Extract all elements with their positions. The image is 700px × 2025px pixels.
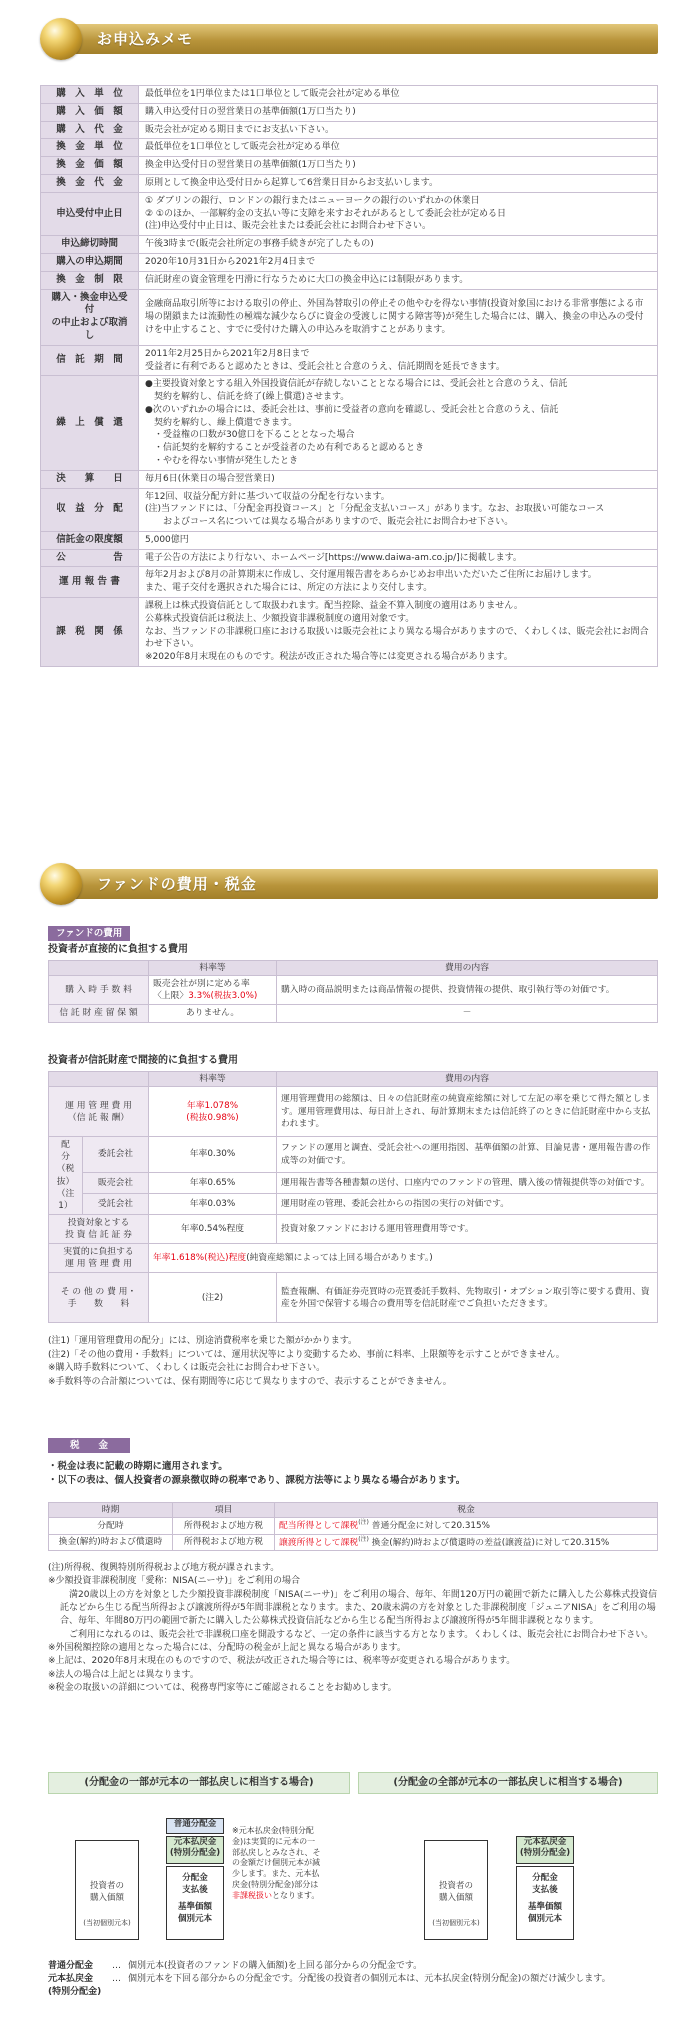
memo-value: 購入申込受付日の翌営業日の基準価額(1万口当たり) xyxy=(139,103,658,121)
memo-value: 年12回、収益分配方針に基づいて収益の分配を行ないます。 (注)当ファンドには、「分配金再投資コース」と「分配金支払いコース」があります。なお、お取扱い可能なコース およびコース名については異なる場合がありますので、販売会社にお問合わせ下さい。 xyxy=(139,488,658,531)
memo-value: 5,000億円 xyxy=(139,531,658,549)
fee-notes: (注1)「運用管理費用の配分」には、別途消費税率を乗じた額がかかります。 (注2)「その他の費用・手数料」については、運用状況等により変動するため、事前に料率、上限額等を示すことができません。 ※購入時手数料について、くわしくは販売会社にお問合わせ下さい。 ※手数料等の合計額については、保有期間等に応じて異なりますので、表示することができません。 xyxy=(48,1336,565,1387)
memo-label: 購入の申込期間 xyxy=(41,253,139,271)
tax-table: 時期 項目 税金 分配時 所得税および地方税 配当所得として課税$^{(注)}$ 普通分配金に対して20.315% 換金(解約)時および償還時 所得税および地方税 譲渡所得として課税$^{(注)}$ 換金(解約)時および償還時の差益(譲渡益)に対して20.315% xyxy=(48,1502,658,1551)
memo-label: 換 金 単 位 xyxy=(41,139,139,157)
memo-label: 収 益 分 配 xyxy=(41,488,139,531)
table-row xyxy=(41,175,658,193)
table-row: 信 託 財 産 留 保 額 ありません。 － xyxy=(49,1005,658,1022)
memo-value: 換金申込受付日の翌営業日の基準価額(1万口当たり) xyxy=(139,157,658,175)
table-row xyxy=(41,157,658,175)
table-row: 販売会社 年率0.65% 運用報告書等各種書類の送付、口座内でのファンドの管理、購入後の情報提供等の対価です。 xyxy=(49,1172,658,1193)
table-row xyxy=(41,470,658,488)
memo-label: 購 入 価 額 xyxy=(41,103,139,121)
memo-value: 電子公告の方法により行ない、ホームページ[https://www.daiwa-am.co.jp/]に掲載します。 xyxy=(139,549,658,567)
diagram-note: ※元本払戻金(特別分配金)は実質的に元本の一部払戻しとみなされ、その金額だけ個別元本が減少します。また、元本払戻金(特別分配金)部分は非課税扱いとなります。 xyxy=(232,1826,321,1900)
memo-value: 午後3時まで(販売会社所定の事務手続きが完了したもの) xyxy=(139,236,658,254)
table-row xyxy=(41,253,658,271)
table-row xyxy=(41,236,658,254)
table-row xyxy=(41,121,658,139)
table-row xyxy=(41,531,658,549)
memo-value: 販売会社が定める期日までにお支払い下さい。 xyxy=(139,121,658,139)
memo-label: 決 算 日 xyxy=(41,470,139,488)
table-row xyxy=(41,549,658,567)
memo-value: 2020年10月31日から2021年2月4日まで xyxy=(139,253,658,271)
memo-label: 公 告 xyxy=(41,549,139,567)
table-row xyxy=(41,139,658,157)
table-row xyxy=(41,598,658,667)
table-row: 購 入 時 手 数 料 販売会社が別に定める率 〈上限〉3.3%(税抜3.0%) 購入時の商品説明または商品情報の提供、投資情報の提供、取引執行等の対価です。 xyxy=(49,976,658,1005)
globe-icon xyxy=(40,863,82,905)
direct-fee-table: 料率等 費用の内容 購 入 時 手 数 料 販売会社が別に定める率 〈上限〉3.3%(税抜3.0%) 購入時の商品説明または商品情報の提供、投資情報の提供、取引執行等の対価です。 信 託 財 産 留 保 額 ありません。 － xyxy=(48,960,658,1023)
memo-value: 毎月6日(休業日の場合翌営業日) xyxy=(139,470,658,488)
memo-value: 毎年2月および8月の計算期末に作成し、交付運用報告書をあらかじめお申出いただいたご住所にお届けします。 また、電子交付を選択された場合には、所定の方法により交付します。 xyxy=(139,567,658,598)
fee-section-header xyxy=(40,863,658,901)
memo-label: 購入・換金申込受付 の中止および取消し xyxy=(41,289,139,345)
table-row xyxy=(41,488,658,531)
memo-value: 金融商品取引所等における取引の停止、外国為替取引の停止その他やむを得ない事情(投資対象国における非常事態による市場の閉鎖または流動性の極端な減少ならびに資金の受渡しに関する障害等)が発生した場合には、購入、換金の申込みの受付けを中止すること、すでに受付けた購入の申込みを取消すことがあります。 xyxy=(139,289,658,345)
memo-value: 課税上は株式投資信託として取扱われます。配当控除、益金不算入制度の適用はありません。 公募株式投資信託は税法上、少額投資非課税制度の適用対象です。 なお、当ファンドの非課税口座における取扱いは販売会社により異なる場合がありますので、くわしくは、販売会社にお問合わせ下さい。 ※2020年8月末現在のものです。税法が改正された場合等には変更される場合があります。 xyxy=(139,598,658,667)
table-row xyxy=(41,103,658,121)
fee-tag: ファンドの費用 xyxy=(48,926,130,941)
memo-value: 最低単位を1円単位または1口単位として販売会社が定める単位 xyxy=(139,86,658,104)
table-row xyxy=(41,271,658,289)
globe-icon xyxy=(40,18,82,60)
tax-bullets: ・税金は表に記載の時期に適用されます。 ・以下の表は、個人投資者の源泉徴収時の税率であり、課税方法等により異なる場合があります。 xyxy=(48,1461,466,1487)
tax-tag: 税 金 xyxy=(48,1438,130,1453)
table-row: 投資対象とする 投 資 信 託 証 券 年率0.54%程度 投資対象ファンドにおける運用管理費用等です。 xyxy=(49,1214,658,1243)
memo-table xyxy=(40,85,658,667)
indirect-fee-table: 料率等 費用の内容 運 用 管 理 費 用 （信 託 報 酬） 年率1.078% (税抜0.98%) 運用管理費用の総額は、日々の信託財産の純資産総額に対して左記の率を乗じて得た額とします。運用管理費用は、毎日計上され、毎計算期末または信託終了のときに信託財産中から支払われます。 配 分 （税 抜） （注 1） 委託会社 年率0.30% ファンドの運用と調査、受託会社への運用指図、基準価額の計算、目論見書・運用報告書の作成等の対価です。 販売会社 年率0.65% 運用報告書等各種書類の送付、口座内でのファンドの管理、購入後の情報提供等の対価です。 受託会社 年率0.03% 運用財産の管理、委託会社からの指図の実行の対価です。 投資対象とする 投 資 信 託 証 券 年率0.54%程度 投資対象ファンドにおける運用管理費用等です。 実質的に負担する 運 用 管 理 費 用 年率1.618%(税込)程度(純資産総額によっては上回る場合があります。) そ の 他 の 費 用・ 手 数 料 (注2) 監査報酬、有価証券売買時の売買委託手数料、先物取引・オプション取引等に要する費用、資産を外国で保管する場合の費用等を信託財産でご負担いただきます。 xyxy=(48,1071,658,1323)
table-row xyxy=(41,376,658,470)
table-row: 分配時 所得税および地方税 配当所得として課税$^{(注)}$ 普通分配金に対して20.315% xyxy=(49,1518,658,1534)
memo-value: 最低単位を1口単位として販売会社が定める単位 xyxy=(139,139,658,157)
after-dist-box: 分配金 支払後 基準価額 個別元本 xyxy=(166,1866,224,1940)
tax-notes: (注)所得税、復興特別所得税および地方税が課されます。 ※少額投資非課税制度「愛称：NISA(ニーサ)」をご利用の場合 満20歳以上の方を対象とした少額投資非課税制度「NISA(ニーサ)」をご利用の場合、毎年、年間120万円の範囲で新たに購入した公募株式投資信託などから生じる配当所得および譲渡所得が5年間非課税となります。また、20歳未満の方を対象とした非課税制度「ジュニアNISA」をご利用の場合、毎年、年間80万円の範囲で新たに購入した公募株式投資信託などから生じる配当所得および譲渡所得が5年間非課税となります。 ご利用になれるのは、販売会社で非課税口座を開設するなど、一定の条件に該当する方となります。くわしくは、販売会社にお問合わせ下さい。 ※外国税額控除の適用となった場合には、分配時の税金が上記と異なる場合があります。 ※上記は、2020年8月末現在のものですので、税法が改正された場合等には、税率等が変更される場合があります。 ※法人の場合は上記とは異なります。 ※税金の取扱いの詳細については、税務専門家等にご確認されることをお勧めします。 xyxy=(48,1563,658,1693)
memo-value: ●主要投資対象とする組入外国投資信託が存続しないこととなる場合には、受託会社と合意のうえ、信託 契約を解約し、信託を終了(繰上償還)させます。 ●次のいずれかの場合には、委託会社は、事前に受益者の意向を確認し、受託会社と合意のうえ、信託 契約を解約し、繰上償還できます。 ・受益権の口数が30億口を下ることとなった場合 ・信託契約を解約することが受益者のため有利であると認めるとき ・やむを得ない事情が発生したとき xyxy=(139,376,658,470)
direct-caption: 投資者が直接的に負担する費用 xyxy=(48,944,188,955)
table-row: 換金(解約)時および償還時 所得税および地方税 譲渡所得として課税$^{(注)}$ 換金(解約)時および償還時の差益(譲渡益)に対して20.315% xyxy=(49,1534,658,1550)
memo-label: 換 金 価 額 xyxy=(41,157,139,175)
memo-value: 信託財産の資金管理を円滑に行なうために大口の換金申込には制限があります。 xyxy=(139,271,658,289)
diagram-left-title: (分配金の一部が元本の一部払戻しに相当する場合) xyxy=(48,1772,350,1794)
indirect-caption: 投資者が信託財産で間接的に負担する費用 xyxy=(48,1055,238,1066)
table-row: 実質的に負担する 運 用 管 理 費 用 年率1.618%(税込)程度(純資産総額によっては上回る場合があります。) xyxy=(49,1244,658,1273)
principal-refund-box: 元本払戻金 (特別分配金) xyxy=(166,1836,224,1864)
principal-refund-box-right: 元本払戻金 (特別分配金) xyxy=(516,1836,574,1864)
memo-label: 運 用 報 告 書 xyxy=(41,567,139,598)
memo-section-title: お申込みメモ xyxy=(97,30,194,48)
memo-label: 購 入 代 金 xyxy=(41,121,139,139)
memo-value: ① ダブリンの銀行、ロンドンの銀行またはニューヨークの銀行のいずれかの休業日 ② ①のほか、一部解約金の支払い等に支障を来すおそれがあるとして委託会社が定める日 (注)申込受付中止日は、販売会社または委託会社にお問合わせ下さい。 xyxy=(139,192,658,235)
diagram-right-title: (分配金の全部が元本の一部払戻しに相当する場合) xyxy=(358,1772,658,1794)
after-dist-box-right: 分配金 支払後 基準価額 個別元本 xyxy=(516,1866,574,1940)
memo-label: 課 税 関 係 xyxy=(41,598,139,667)
memo-section-header xyxy=(40,18,658,56)
table-row xyxy=(41,86,658,104)
normal-dist-box: 普通分配金 xyxy=(166,1818,224,1834)
fee-section-title: ファンドの費用・税金 xyxy=(97,875,257,893)
memo-label: 購 入 単 位 xyxy=(41,86,139,104)
table-row: 配 分 （税 抜） （注 1） 委託会社 年率0.30% ファンドの運用と調査、受託会社への運用指図、基準価額の計算、目論見書・運用報告書の作成等の対価です。 xyxy=(49,1137,658,1173)
table-row xyxy=(41,289,658,345)
table-row: 運 用 管 理 費 用 （信 託 報 酬） 年率1.078% (税抜0.98%) 運用管理費用の総額は、日々の信託財産の純資産総額に対して左記の率を乗じて得た額とします。運用管理費用は、毎日計上され、毎計算期末または信託終了のときに信託財産中から支払われます。 xyxy=(49,1087,658,1137)
table-row xyxy=(41,567,658,598)
investor-price-box-right: 投資者の 購入価額 (当初個別元本) xyxy=(424,1840,488,1940)
memo-label: 換 金 制 限 xyxy=(41,271,139,289)
memo-value: 原則として換金申込受付日から起算して6営業日目からお支払いします。 xyxy=(139,175,658,193)
memo-label: 信 託 期 間 xyxy=(41,345,139,376)
table-row xyxy=(41,192,658,235)
memo-label: 繰 上 償 還 xyxy=(41,376,139,470)
table-row: 受託会社 年率0.03% 運用財産の管理、委託会社からの指図の実行の対価です。 xyxy=(49,1193,658,1214)
investor-price-box: 投資者の 購入価額 (当初個別元本) xyxy=(75,1840,139,1940)
table-row: そ の 他 の 費 用・ 手 数 料 (注2) 監査報酬、有価証券売買時の売買委託手数料、先物取引・オプション取引等に要する費用、資産を外国で保管する場合の費用等を信託財産でご負担いただきます。 xyxy=(49,1273,658,1323)
memo-label: 申込受付中止日 xyxy=(41,192,139,235)
memo-value: 2011年2月25日から2021年2月8日まで 受益者に有利であると認めたときは、受託会社と合意のうえ、信託期間を延長できます。 xyxy=(139,345,658,376)
memo-label: 申込締切時間 xyxy=(41,236,139,254)
diagram-legend: 普通分配金 … 個別元本(投資者のファンドの購入価額)を上回る部分からの分配金です。 元本払戻金 (特別分配金) … 個別元本を下回る部分からの分配金です。分配後の投資者の個別元本は、元本払戻金(特別分配金)の額だけ減少します。 xyxy=(48,1961,611,1998)
memo-label: 換 金 代 金 xyxy=(41,175,139,193)
table-row xyxy=(41,345,658,376)
memo-label: 信託金の限度額 xyxy=(41,531,139,549)
